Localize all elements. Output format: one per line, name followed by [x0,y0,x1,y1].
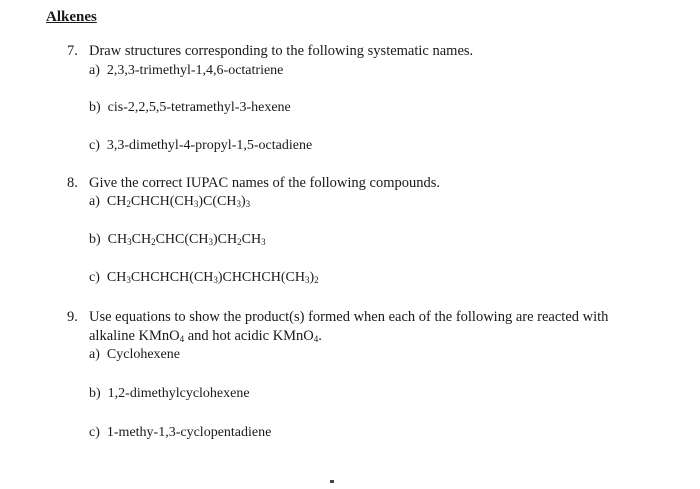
formula: $CH_3CH_2CHC(CH_3)CH_2CH_3$ [107,232,266,247]
item-label: b) [89,386,101,401]
item-text: 2,3,3-trimethyl-1,4,6-octatriene [106,63,284,78]
item-text: Cyclohexene [106,347,180,362]
question-9-prompt-line1: Use equations to show the product(s) formed when each of the following are reacted with [89,309,609,325]
question-8-number: 8. [67,175,78,191]
question-7-item-c [89,138,312,154]
page-mark [330,480,334,483]
formula: $CH_3CHCHCH(CH_3)CHCHCH(CH_3)_2$ [106,270,319,285]
question-7-prompt: Draw structures corresponding to the following systematic names. [89,43,474,59]
formula: $CH_2CHCH(CH_3)C(CH_3)_3$ [106,194,251,209]
question-8-item-c [89,270,319,286]
item-text: 1-methy-1,3-cyclopentadiene [106,425,272,440]
question-9-item-b [89,386,250,402]
question-7-item-b [89,100,291,116]
question-8-item-a [89,194,250,210]
question-8-item-b [89,232,266,248]
item-label: a) [89,63,100,78]
question-9-number: 9. [67,309,78,325]
item-label: a) [89,347,100,362]
item-label: b) [89,100,101,115]
item-text: cis-2,2,5,5-tetramethyl-3-hexene [107,100,291,115]
question-7-item-a [89,63,283,79]
item-text: 1,2-dimethylcyclohexene [107,386,250,401]
question-9-item-c [89,425,271,441]
question-9-prompt-line2: alkaline KMnO$_4$ and hot acidic KMnO$_4$. [89,328,322,344]
question-8-prompt: Give the correct IUPAC names of the following compounds. [89,175,441,191]
item-label: b) [89,232,101,247]
question-9-item-a [89,347,180,363]
item-label: c) [89,138,100,153]
item-text: 3,3-dimethyl-4-propyl-1,5-octadiene [106,138,313,153]
item-label: c) [89,425,100,440]
section-heading: Alkenes [46,9,97,25]
question-7-number: 7. [67,43,78,59]
item-label: a) [89,194,100,209]
item-label: c) [89,270,100,285]
